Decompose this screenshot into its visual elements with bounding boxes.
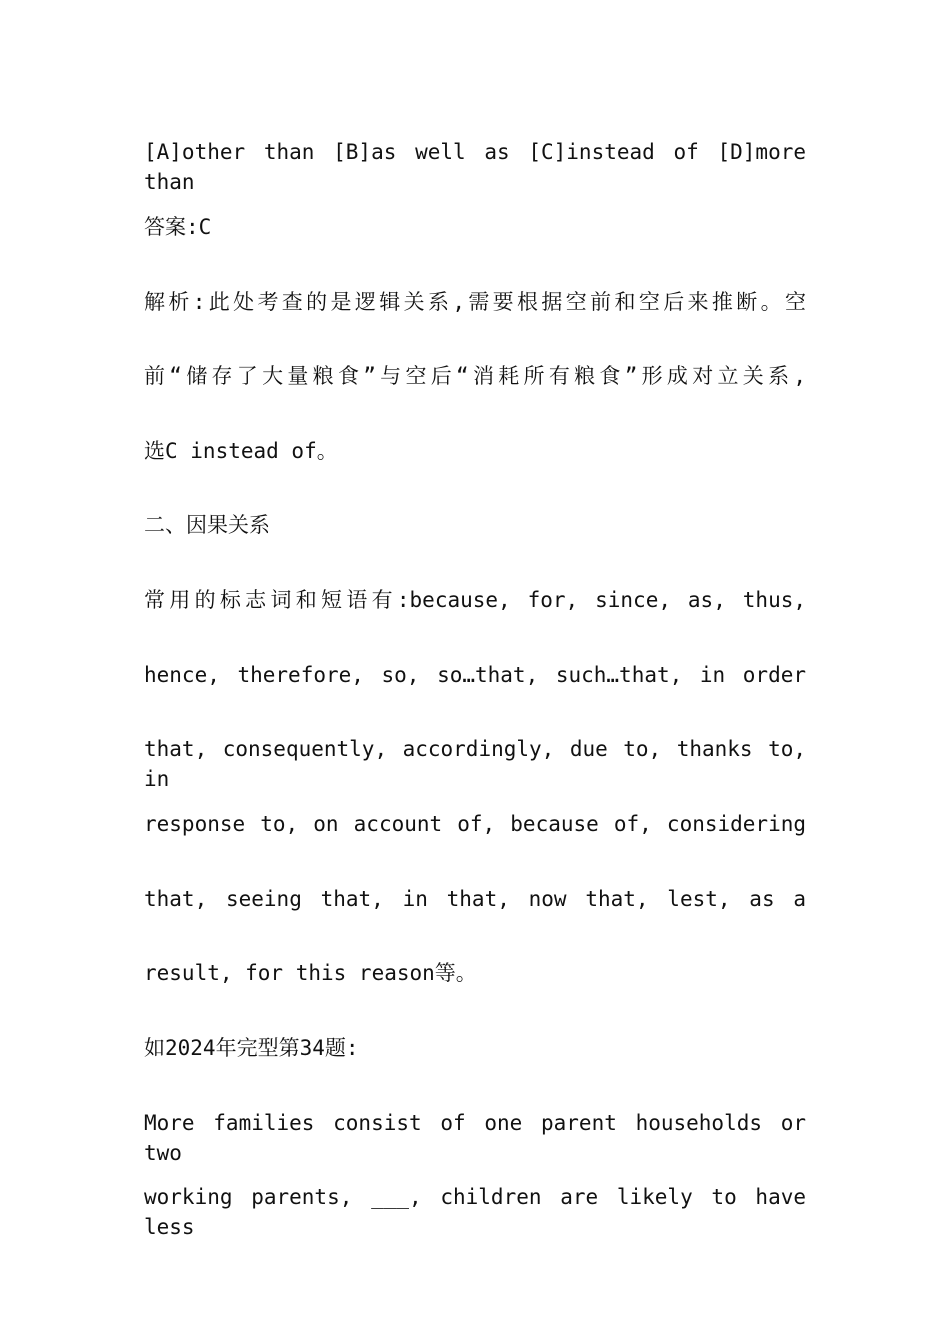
- answer-options: [A]other than [B]as well as [C]instead of [D]more than: [144, 140, 806, 194]
- body-line: 常用的标志词和短语有:because, for, since, as, thus,: [144, 588, 806, 612]
- analysis-line-2: 前“储存了大量粮食”与空后“消耗所有粮食”形成对立关系,: [144, 364, 806, 388]
- body-line: result, for this reason等。: [144, 961, 477, 985]
- section-heading: 二、因果关系: [144, 513, 270, 537]
- analysis-line-3: 选C instead of。: [144, 439, 338, 463]
- answer-key: 答案:C: [144, 215, 212, 239]
- body-line: that, consequently, accordingly, due to, thanks to, in: [144, 737, 806, 791]
- body-line: that, seeing that, in that, now that, lest, as a: [144, 887, 806, 911]
- example-intro: 如2024年完型第34题:: [144, 1036, 359, 1060]
- example-line: working parents, ___, children are likely to have less: [144, 1185, 806, 1239]
- body-line: response to, on account of, because of, considering: [144, 812, 806, 836]
- body-line: hence, therefore, so, so…that, such…that, in order: [144, 663, 806, 687]
- analysis-line-1: 解析:此处考查的是逻辑关系,需要根据空前和空后来推断。空: [144, 290, 806, 314]
- example-line: More families consist of one parent households or two: [144, 1111, 806, 1165]
